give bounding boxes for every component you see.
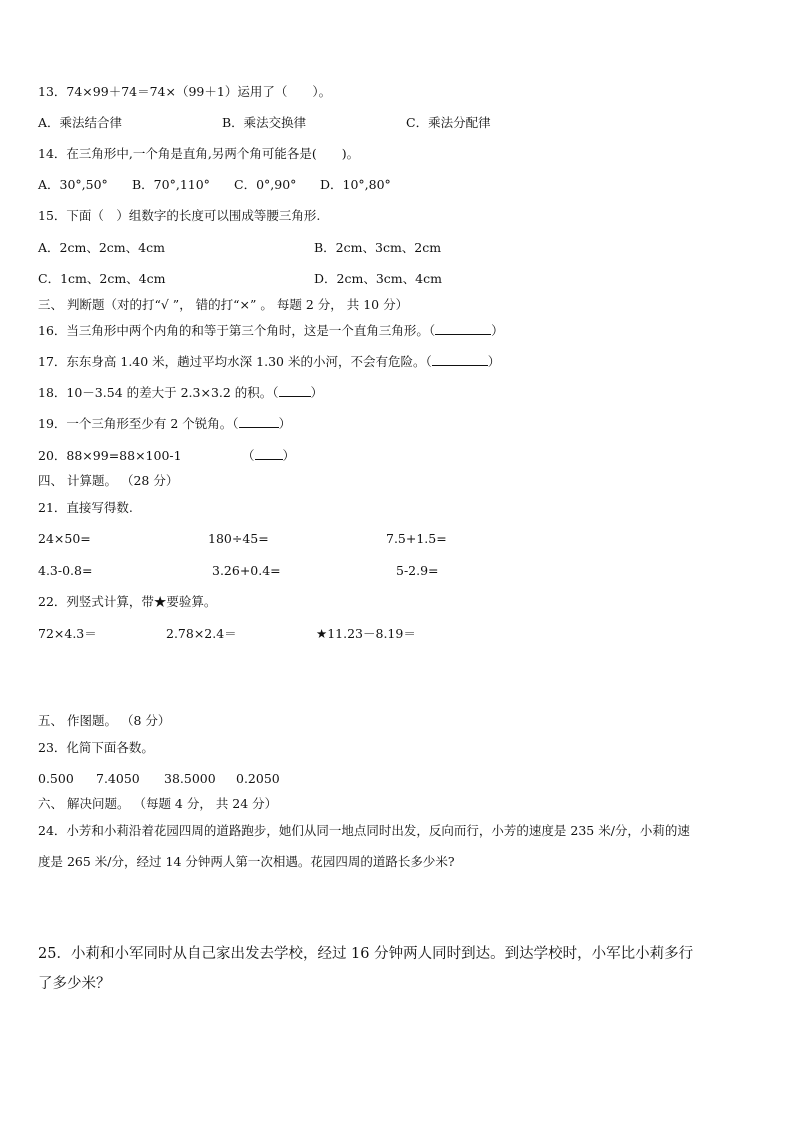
- q16-close: ）: [491, 323, 504, 338]
- q20-open: （: [242, 448, 255, 463]
- q15-option-c: C．1cm、2cm、4cm: [38, 271, 166, 286]
- question-19: [38, 416, 291, 432]
- q19-close: ）: [278, 416, 292, 431]
- answer-blank[interactable]: [435, 323, 491, 335]
- question-22-stem: 22．列竖式计算，带★要验算。: [38, 594, 217, 609]
- q20-close: ）: [282, 448, 296, 463]
- q18-text: 18．10－3.54 的差大于 2.3×3.2 的积。（: [38, 385, 279, 400]
- q17-close: ）: [487, 354, 501, 369]
- question-20-answer: [242, 448, 295, 464]
- q15-option-d: D．2cm、3cm、4cm: [314, 271, 442, 286]
- question-18: [38, 385, 323, 401]
- question-21-stem: 21．直接写得数.: [38, 500, 133, 515]
- section-4-title: 四、 计算题。 （28 分）: [38, 473, 179, 488]
- q22-star-item: [316, 626, 416, 642]
- question-20-text: 20．88×99=88×100-1: [38, 448, 182, 463]
- question-17: [38, 354, 500, 370]
- question-24-line-1: 24．小芳和小莉沿着花园四周的道路跑步，她们从同一地点同时出发，反向而行，小芳的速度是 235 米/分，小莉的速: [38, 823, 690, 838]
- answer-blank[interactable]: [255, 448, 283, 460]
- q13-option-b: B．乘法交换律: [222, 115, 307, 130]
- q21-item: 5-2.9=: [396, 563, 439, 578]
- q22-item: 2.78×2.4＝: [166, 626, 237, 641]
- q23-number: 0.500: [38, 771, 74, 786]
- question-25-line-2: 了多少米？: [38, 976, 111, 992]
- question-13-stem: 13．74×99＋74＝74×（99＋1）运用了（ ）。: [38, 84, 332, 99]
- q14-option-c: C．0°,90°: [234, 177, 297, 192]
- q13-option-c: C．乘法分配律: [406, 115, 491, 130]
- answer-blank[interactable]: [239, 416, 279, 428]
- answer-blank[interactable]: [279, 385, 311, 397]
- question-16: [38, 323, 504, 339]
- answer-blank[interactable]: [432, 354, 488, 366]
- q21-item: 3.26+0.4=: [212, 563, 281, 578]
- question-14-stem: 14．在三角形中,一个角是直角,另两个角可能各是( )。: [38, 146, 360, 161]
- q15-option-b: B．2cm、3cm、2cm: [314, 240, 442, 255]
- q17-text: 17．东东身高 1.40 米，趟过平均水深 1.30 米的小河，不会有危险。（: [38, 354, 432, 369]
- q21-item: 24×50=: [38, 531, 91, 546]
- q23-number: 0.2050: [236, 771, 280, 786]
- q16-text: 16．当三角形中两个内角的和等于第三个角时，这是一个直角三角形。（: [38, 323, 436, 338]
- q21-item: 180÷45=: [208, 531, 269, 546]
- star-icon: ★: [316, 626, 328, 641]
- q14-option-b: B．70°,110°: [132, 177, 210, 192]
- q23-number: 7.4050: [96, 771, 140, 786]
- q13-option-a: A．乘法结合律: [38, 115, 123, 130]
- section-6-title: 六、 解决问题。 （每题 4 分， 共 24 分）: [38, 796, 278, 811]
- question-15-stem: 15．下面（ ）组数字的长度可以围成等腰三角形.: [38, 208, 321, 223]
- q22-item: 72×4.3＝: [38, 626, 97, 641]
- q19-text: 19．一个三角形至少有 2 个锐角。（: [38, 416, 239, 431]
- q18-close: ）: [310, 385, 324, 400]
- q23-number: 38.5000: [164, 771, 216, 786]
- section-5-title: 五、 作图题。 （8 分）: [38, 713, 171, 728]
- q15-option-a: A．2cm、2cm、4cm: [38, 240, 165, 255]
- section-3-title: 三、 判断题（对的打“√ ”， 错的打“×” 。 每题 2 分， 共 10 分）: [38, 297, 409, 312]
- question-24-line-2: 度是 265 米/分，经过 14 分钟两人第一次相遇。花园四周的道路长多少米?: [38, 854, 455, 869]
- q14-option-a: A．30°,50°: [38, 177, 108, 192]
- q14-option-d: D．10°,80°: [320, 177, 391, 192]
- q22-star-expression: 11.23－8.19＝: [327, 626, 416, 641]
- question-25-line-1: 25．小莉和小军同时从自己家出发去学校，经过 16 分钟两人同时到达。到达学校时，小军比小莉多行: [38, 946, 694, 962]
- q21-item: 7.5+1.5=: [386, 531, 447, 546]
- question-23-stem: 23．化简下面各数。: [38, 740, 154, 755]
- q21-item: 4.3-0.8=: [38, 563, 93, 578]
